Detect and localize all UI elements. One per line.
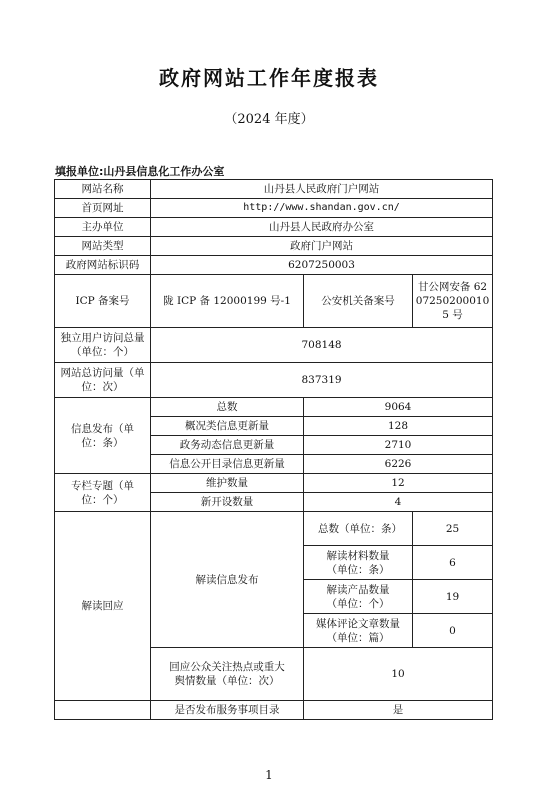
- report-title: 政府网站工作年度报表: [159, 66, 379, 90]
- sponsor-label: 主办单位: [55, 218, 151, 237]
- table-row: [55, 474, 493, 493]
- hotspot-value: 10: [304, 648, 493, 701]
- interpret-item-value: 19: [413, 580, 493, 614]
- home-url-value: http://www.shandan.gov.cn/: [151, 199, 493, 218]
- hotspot-label: 回应公众关注热点或重大舆情数量（单位：次）: [151, 648, 304, 701]
- interpret-item-label: 解读材料数量（单位：条）: [304, 546, 413, 580]
- columns-item-label: 新开设数量: [151, 493, 304, 512]
- total-visits-value: 837319: [151, 363, 493, 398]
- unique-visitors-label: 独立用户访问总量（单位：个）: [55, 328, 151, 363]
- report-year: （2024 年度）: [224, 112, 314, 127]
- site-type-value: 政府门户网站: [151, 237, 493, 256]
- interpret-item-label: 解读产品数量（单位：个）: [304, 580, 413, 614]
- total-visits-label: 网站总访问量（单位：次）: [55, 363, 151, 398]
- columns-label: 专栏专题（单位：个）: [55, 474, 151, 512]
- columns-item-value: 12: [304, 474, 493, 493]
- table-row: [55, 328, 493, 363]
- info-publish-item-value: 9064: [304, 398, 493, 417]
- service-catalog-value: 是: [304, 701, 493, 720]
- site-name-value: 山丹县人民政府门户网站: [151, 180, 493, 199]
- info-publish-item-label: 概况类信息更新量: [151, 417, 304, 436]
- home-url-label: 首页网址: [55, 199, 151, 218]
- site-id-label: 政府网站标识码: [55, 256, 151, 275]
- page-number: 1: [265, 768, 273, 782]
- interpret-item-label: 总数（单位：条）: [304, 512, 413, 546]
- site-type-label: 网站类型: [55, 237, 151, 256]
- service-catalog-label: 是否发布服务事项目录: [151, 701, 304, 720]
- reporting-unit: 填报单位:山丹县信息化工作办公室: [55, 165, 225, 178]
- info-publish-item-label: 政务动态信息更新量: [151, 436, 304, 455]
- table-row: [55, 275, 493, 328]
- interpret-item-value: 25: [413, 512, 493, 546]
- police-record-value: 甘公网安备 62072502000105 号: [413, 275, 493, 328]
- interpret-item-value: 0: [413, 614, 493, 648]
- service-catalog-blank: [55, 701, 151, 720]
- table-row: [55, 701, 493, 720]
- table-row: [55, 218, 493, 237]
- interpret-item-value: 6: [413, 546, 493, 580]
- info-publish-item-value: 128: [304, 417, 493, 436]
- table-row: [55, 180, 493, 199]
- interpret-label: 解读回应: [55, 512, 151, 701]
- table-row: [55, 237, 493, 256]
- table-row: [55, 199, 493, 218]
- info-publish-item-value: 6226: [304, 455, 493, 474]
- icp-value: 陇 ICP 备 12000199 号-1: [151, 275, 304, 328]
- info-publish-label: 信息发布（单位：条）: [55, 398, 151, 474]
- interpret-item-label: 媒体评论文章数量（单位：篇）: [304, 614, 413, 648]
- icp-label: ICP 备案号: [55, 275, 151, 328]
- columns-item-value: 4: [304, 493, 493, 512]
- table-row: [55, 363, 493, 398]
- info-publish-item-label: 信息公开目录信息更新量: [151, 455, 304, 474]
- columns-item-label: 维护数量: [151, 474, 304, 493]
- site-id-value: 6207250003: [151, 256, 493, 275]
- table-row: [55, 256, 493, 275]
- police-record-label: 公安机关备案号: [304, 275, 413, 328]
- table-row: [55, 512, 493, 546]
- site-name-label: 网站名称: [55, 180, 151, 199]
- report-table: [54, 179, 493, 720]
- info-publish-item-value: 2710: [304, 436, 493, 455]
- table-row: [55, 398, 493, 417]
- info-publish-item-label: 总数: [151, 398, 304, 417]
- unique-visitors-value: 708148: [151, 328, 493, 363]
- sponsor-value: 山丹县人民政府办公室: [151, 218, 493, 237]
- interpret-sub-label: 解读信息发布: [151, 512, 304, 648]
